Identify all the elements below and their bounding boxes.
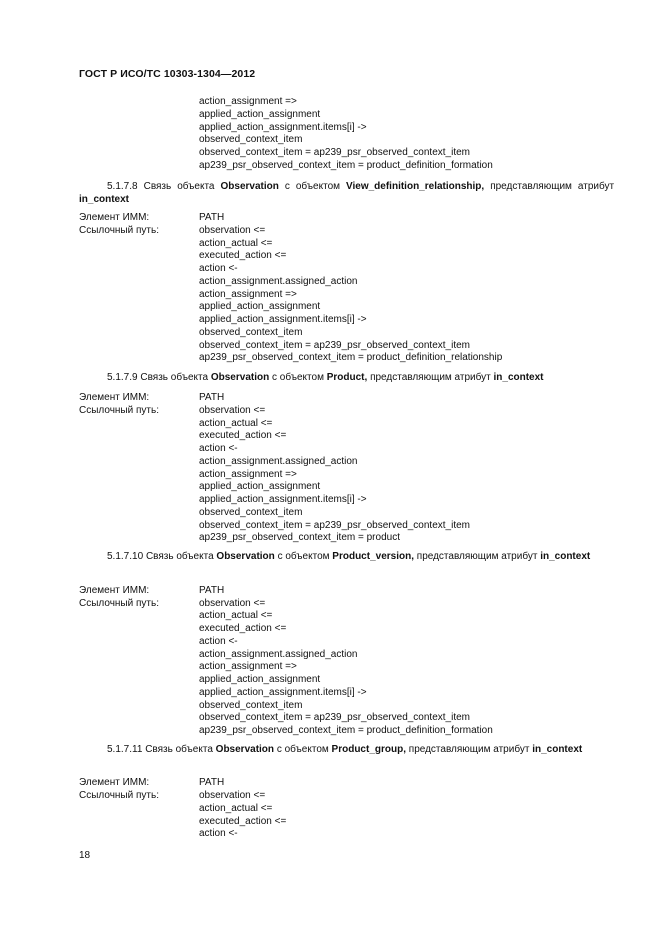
code-line: action_assignment => [199,661,297,672]
code-line: observed_context_item [199,507,303,518]
code-line: observed_context_item = ap239_psr_observed_context_item [199,147,471,158]
element-value: PATH [199,777,225,788]
code-line: executed_action <= [199,816,287,827]
code-line: action_actual <= [199,610,273,621]
code-line: observation <= [199,225,266,236]
element-label: Элемент ИММ: [79,392,150,403]
code-line: action_assignment.assigned_action [199,456,358,467]
element-value: PATH [199,212,225,223]
section-heading: 5.1.7.8 Связь объекта Observation с объектом View_definition_relationship, представляющим атрибут in_context [79,181,615,205]
code-line: observed_context_item [199,134,303,145]
code-line: executed_action <= [199,430,287,441]
element-value: PATH [199,585,225,596]
element-label: Элемент ИММ: [79,585,150,596]
ref-path-label: Ссылочный путь: [79,405,159,416]
code-line: applied_action_assignment [199,301,321,312]
code-line: executed_action <= [199,623,287,634]
code-line: action_assignment => [199,289,297,300]
code-line: action_assignment => [199,96,297,107]
code-line: action_actual <= [199,418,273,429]
code-line: observation <= [199,598,266,609]
code-line: action <- [199,263,238,274]
code-line: executed_action <= [199,250,287,261]
code-line: action_assignment.assigned_action [199,276,358,287]
code-line: observation <= [199,790,266,801]
code-line: applied_action_assignment.items[i] -> [199,494,367,505]
code-line: observed_context_item [199,327,303,338]
code-line: applied_action_assignment [199,109,321,120]
code-line: action_actual <= [199,238,273,249]
section-heading: 5.1.7.10 Связь объекта Observation с объектом Product_version, представляющим атрибут in_context [107,551,591,562]
code-line: ap239_psr_observed_context_item = product_definition_formation [199,725,493,736]
code-line: action_actual <= [199,803,273,814]
code-line: action <- [199,443,238,454]
code-line: observed_context_item = ap239_psr_observed_context_item [199,340,471,351]
ref-path-label: Ссылочный путь: [79,225,159,236]
element-label: Элемент ИММ: [79,777,150,788]
code-line: action <- [199,636,238,647]
element-label: Элемент ИММ: [79,212,150,223]
code-line: ap239_psr_observed_context_item = product [199,532,400,543]
code-line: ap239_psr_observed_context_item = product_definition_formation [199,160,493,171]
document-header: ГОСТ Р ИСО/ТС 10303-1304—2012 [79,68,256,80]
code-line: observation <= [199,405,266,416]
code-line: ap239_psr_observed_context_item = product_definition_relationship [199,352,503,363]
ref-path-label: Ссылочный путь: [79,598,159,609]
section-heading: 5.1.7.11 Связь объекта Observation с объектом Product_group, представляющим атрибут in_context [107,744,583,755]
section-heading: 5.1.7.9 Связь объекта Observation с объектом Product, представляющим атрибут in_context [107,372,544,383]
code-line: applied_action_assignment [199,481,321,492]
code-line: applied_action_assignment.items[i] -> [199,687,367,698]
code-line: action_assignment => [199,469,297,480]
element-value: PATH [199,392,225,403]
code-line: observed_context_item = ap239_psr_observed_context_item [199,712,471,723]
code-line: observed_context_item = ap239_psr_observed_context_item [199,520,471,531]
page-number: 18 [79,850,91,861]
code-line: applied_action_assignment.items[i] -> [199,314,367,325]
code-line: applied_action_assignment.items[i] -> [199,122,367,133]
code-line: applied_action_assignment [199,674,321,685]
code-line: action_assignment.assigned_action [199,649,358,660]
code-line: observed_context_item [199,700,303,711]
code-line: action <- [199,828,238,839]
ref-path-label: Ссылочный путь: [79,790,159,801]
